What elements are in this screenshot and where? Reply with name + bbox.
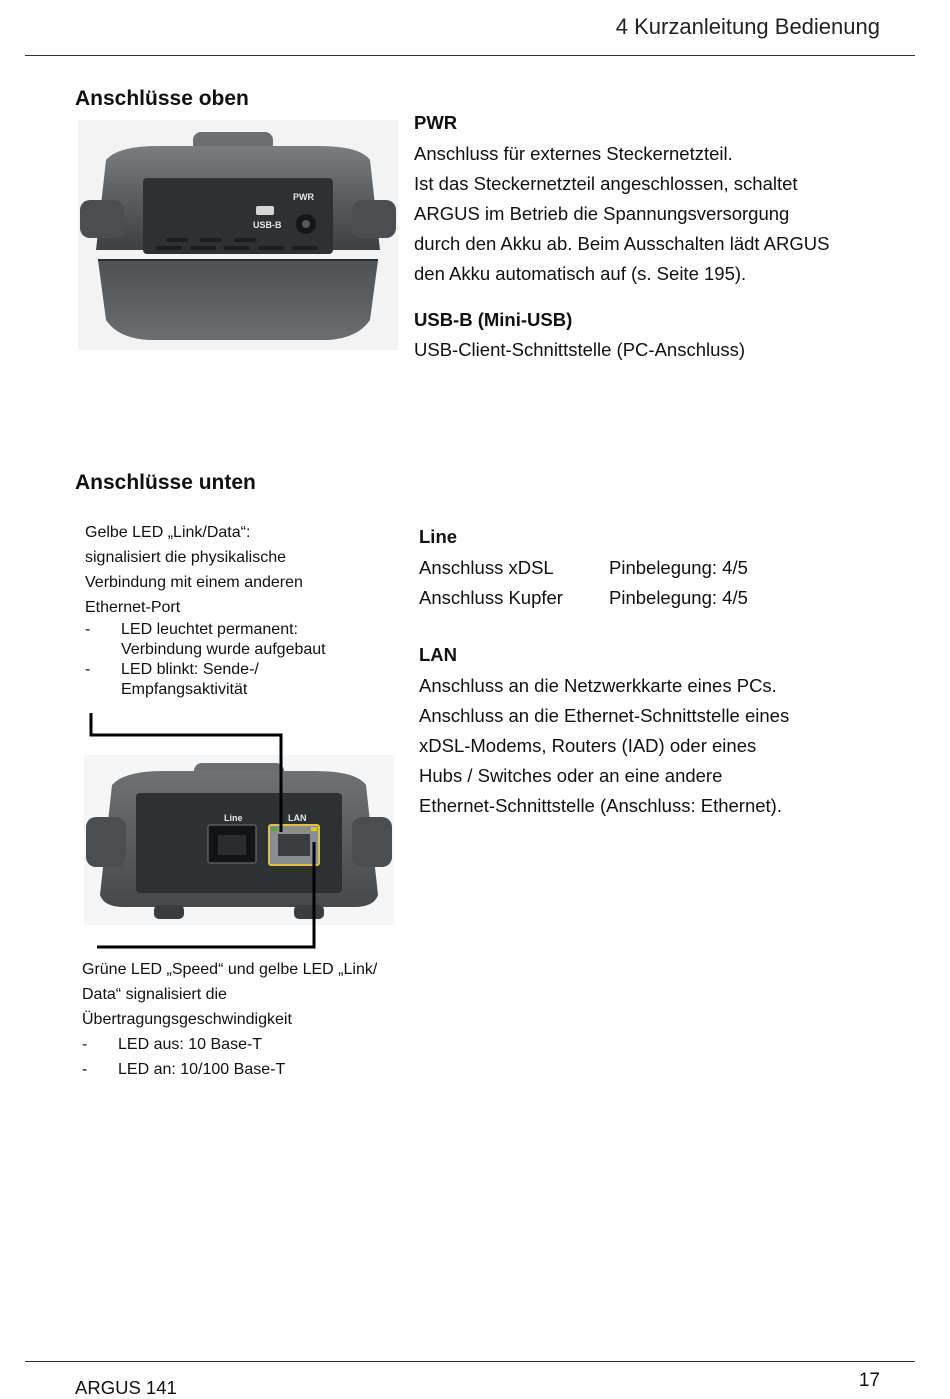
header-rule — [25, 55, 915, 56]
led-speed — [271, 827, 277, 831]
led-link — [311, 827, 317, 831]
lan-description — [419, 671, 789, 821]
list-dash: - — [82, 1061, 88, 1078]
list-item — [82, 1057, 377, 1082]
list-item-text: LED blinkt: Sende-/ — [121, 661, 259, 678]
pwr-line: durch den Akku ab. Beim Ausschalten lädt ARGUS — [414, 233, 830, 254]
callout-line: Übertragungsgeschwindigkeit — [82, 1011, 292, 1028]
heading-ports-bottom: Anschlüsse unten — [75, 471, 256, 494]
speed-led-callout — [82, 957, 377, 1082]
list-item-text: Empfangsaktivität — [121, 681, 248, 698]
line-pinout-table — [419, 553, 748, 613]
list-dash: - — [82, 1036, 88, 1053]
pwr-line: ARGUS im Betrieb die Spannungsversorgung — [414, 203, 790, 224]
table-row — [419, 583, 748, 613]
footer-product-name: ARGUS 141 — [75, 1377, 177, 1398]
device-label-pwr: PWR — [293, 192, 314, 202]
callout-line: Ethernet-Port — [85, 599, 181, 616]
table-row — [419, 553, 748, 583]
line-port-value: Pinbelegung: 4/5 — [609, 557, 748, 578]
device-photo-bottom — [84, 755, 394, 925]
callout-line: Data“ signalisiert die — [82, 986, 227, 1003]
line-port-value: Pinbelegung: 4/5 — [609, 587, 748, 608]
pwr-line: den Akku automatisch auf (s. Seite 195). — [414, 263, 747, 284]
pwr-line: Anschluss für externes Steckernetzteil. — [414, 143, 733, 164]
usb-title: USB-B (Mini-USB) — [414, 309, 573, 330]
lan-line: Hubs / Switches oder an eine andere — [419, 765, 723, 786]
lan-line: Ethernet-Schnittstelle (Anschluss: Ethernet). — [419, 795, 782, 816]
chapter-title: 4 Kurzanleitung Bedienung — [615, 14, 880, 39]
lan-line: xDSL-Modems, Routers (IAD) oder eines — [419, 735, 757, 756]
line-port-label: Anschluss Kupfer — [419, 587, 563, 608]
callout-line: signalisiert die physikalische — [85, 549, 286, 566]
list-dash: - — [85, 661, 91, 678]
callout-line: Gelbe LED „Link/Data“: — [85, 524, 251, 541]
list-item — [85, 660, 326, 700]
device-photo-top — [78, 120, 398, 350]
list-item-text: LED aus: 10 Base-T — [118, 1036, 263, 1053]
link-led-list — [85, 620, 326, 700]
list-item — [85, 620, 326, 660]
line-port-label: Anschluss xDSL — [419, 557, 554, 578]
line-title: Line — [419, 526, 458, 547]
lan-title: LAN — [419, 644, 458, 665]
footer-rule — [25, 1361, 915, 1362]
usb-description: USB-Client-Schnittstelle (PC-Anschluss) — [414, 339, 746, 360]
device-label-line: Line — [224, 813, 243, 823]
callout-line: Verbindung mit einem anderen — [85, 574, 303, 591]
pwr-description — [414, 139, 829, 289]
lan-line: Anschluss an die Ethernet-Schnittstelle eines — [419, 705, 790, 726]
list-item-text: LED an: 10/100 Base-T — [118, 1061, 286, 1078]
link-led-callout — [85, 520, 326, 700]
callout-line: Grüne LED „Speed“ und gelbe LED „Link/ — [82, 961, 378, 978]
list-dash: - — [85, 621, 91, 638]
pwr-title: PWR — [414, 112, 458, 133]
list-item-text: LED leuchtet permanent: — [121, 621, 298, 638]
device-label-usb: USB-B — [253, 220, 282, 230]
page-number: 17 — [858, 1370, 880, 1391]
list-item-text: Verbindung wurde aufgebaut — [121, 641, 326, 658]
pwr-line: Ist das Steckernetzteil angeschlossen, schaltet — [414, 173, 798, 194]
heading-ports-top: Anschlüsse oben — [75, 87, 249, 110]
list-item — [82, 1032, 377, 1057]
lan-line: Anschluss an die Netzwerkkarte eines PCs. — [419, 675, 777, 696]
device-label-lan: LAN — [288, 813, 307, 823]
